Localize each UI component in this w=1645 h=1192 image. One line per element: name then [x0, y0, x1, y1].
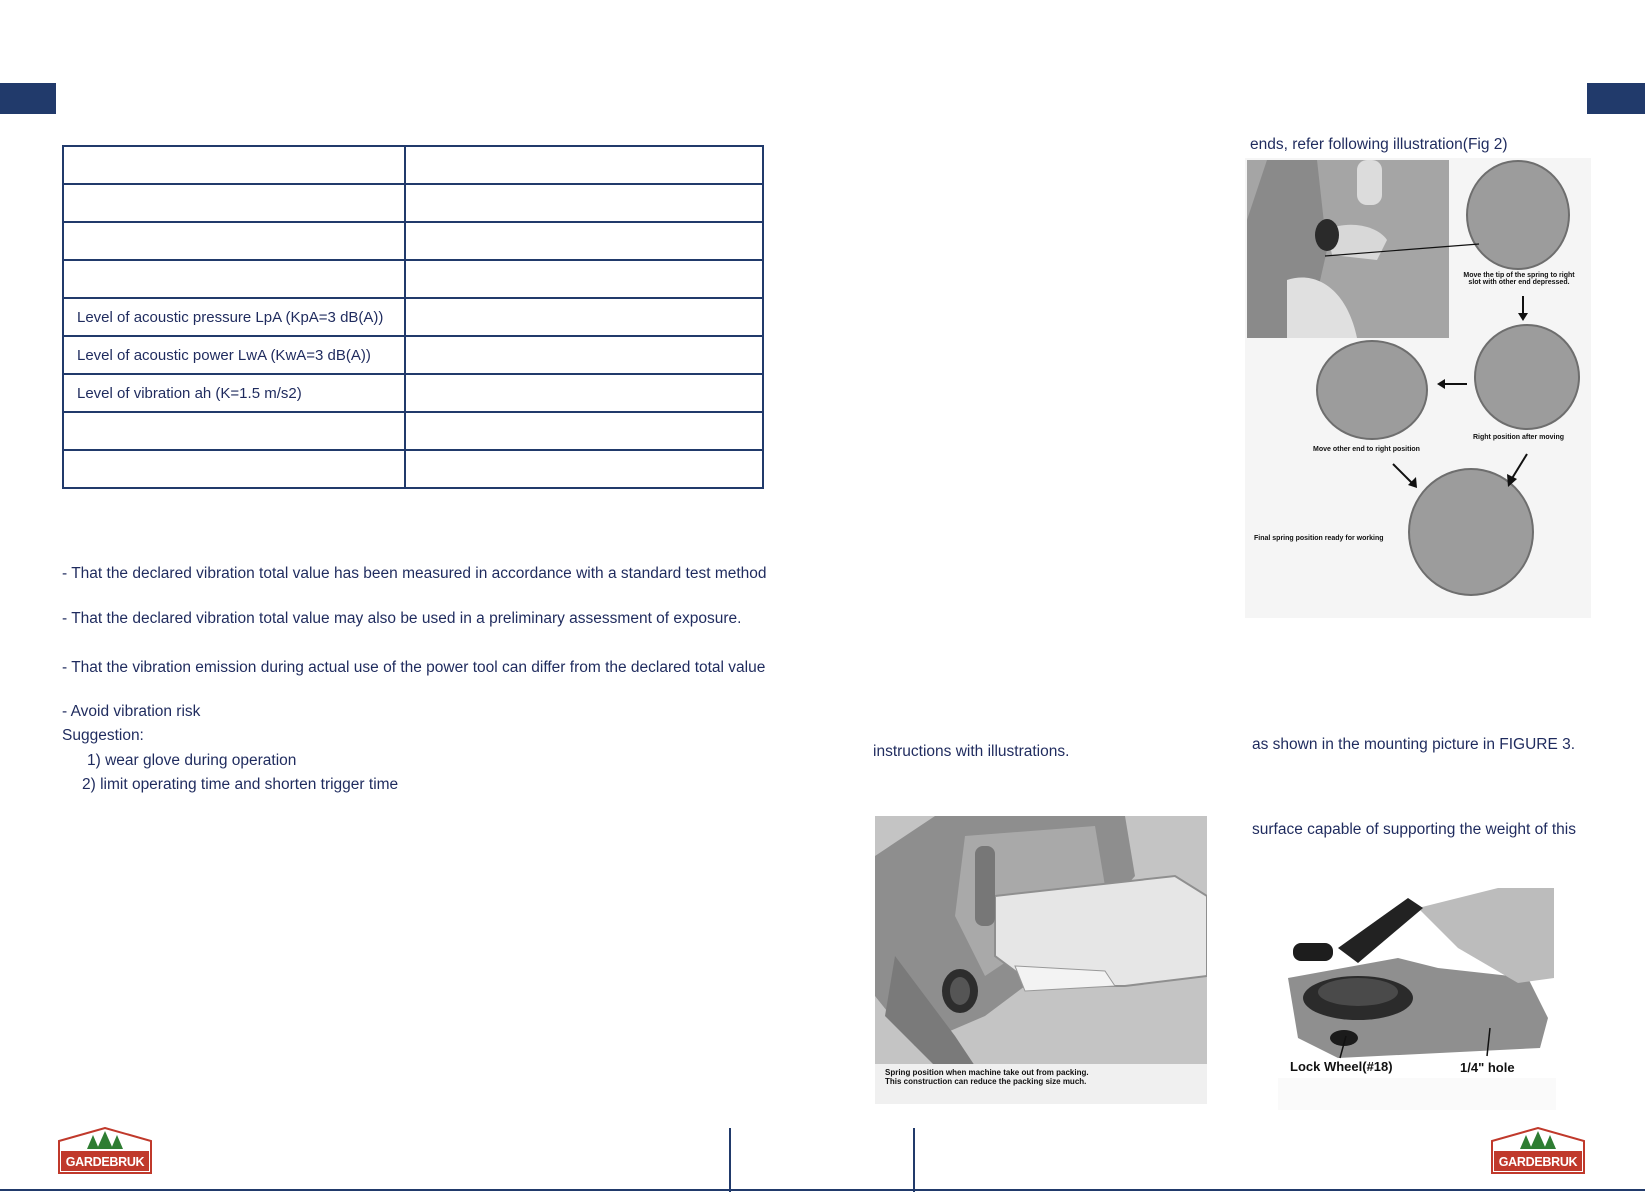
left-page-tab [0, 83, 56, 114]
fig3-mounting-drawing [1278, 888, 1556, 1110]
spec-value-cell [405, 222, 763, 260]
spec-label-cell [63, 146, 405, 184]
spec-table-row [63, 184, 763, 222]
vibration-note-3: - That the vibration emission during actual use of the power tool can differ from the declared total value [62, 659, 766, 676]
spec-table-row [63, 222, 763, 260]
right-page-tab [1587, 83, 1645, 114]
fig2-intro: ends, refer following illustration(Fig 2) [1250, 136, 1508, 153]
spec-value-cell [405, 260, 763, 298]
spec-table-row [63, 374, 763, 412]
spec-value-cell [405, 184, 763, 222]
fig2-arrows [1245, 158, 1591, 618]
spec-label-cell [63, 222, 405, 260]
spec-value-cell [405, 336, 763, 374]
spec-label-cell: Level of vibration ah (K=1.5 m/s2) [63, 374, 405, 412]
spec-value-cell [405, 450, 763, 488]
vibration-note-4: - Avoid vibration risk [62, 703, 201, 720]
fig2-illustration [1245, 158, 1591, 618]
fig2-label-2: Right position after moving [1473, 434, 1564, 441]
spec-value-cell [405, 146, 763, 184]
fig2-label-3: Move other end to right position [1313, 446, 1420, 453]
spec-table-row [63, 450, 763, 488]
spec-table-row [63, 260, 763, 298]
spring-packing-illustration [875, 816, 1207, 1104]
vibration-note-2: - That the declared vibration total value may also be used in a preliminary assessment of exposure. [62, 610, 742, 627]
spec-table-row [63, 336, 763, 374]
logo-text: GARDEBRUK [65, 1155, 145, 1169]
fig3-mounting-photo [1278, 888, 1556, 1110]
spec-label-cell [63, 184, 405, 222]
specification-table [62, 145, 764, 489]
fig2-label-4: Final spring position ready for working [1254, 535, 1384, 542]
spec-label-cell [63, 260, 405, 298]
spec-value-cell [405, 412, 763, 450]
gardebruk-logo-right [1490, 1127, 1586, 1177]
surface-text: surface capable of supporting the weight of this [1252, 821, 1576, 838]
spring-packing-photo [875, 816, 1207, 1104]
logo-text: GARDEBRUK [1498, 1155, 1578, 1169]
photo-caption-2: This construction can reduce the packing size much. [885, 1077, 1087, 1086]
footer-divider-left [729, 1128, 731, 1192]
logo-badge-icon [1490, 1127, 1586, 1177]
spec-label-cell [63, 412, 405, 450]
spec-table-row [63, 298, 763, 336]
suggestion-heading: Suggestion: [62, 727, 144, 744]
fig2-label-1: Move the tip of the spring to right slot with other end depressed. [1463, 272, 1575, 286]
suggestion-item-1: 1) wear glove during operation [87, 752, 297, 769]
spec-label-cell [63, 450, 405, 488]
mounting-text: as shown in the mounting picture in FIGURE 3. [1252, 736, 1576, 753]
suggestion-item-2: 2) limit operating time and shorten trigger time [82, 776, 399, 793]
instructions-text: instructions with illustrations. [873, 743, 1070, 760]
spec-label-cell: Level of acoustic power LwA (KwA=3 dB(A)) [63, 336, 405, 374]
lock-wheel-label: Lock Wheel(#18) [1290, 1059, 1393, 1074]
spec-table-row [63, 146, 763, 184]
spec-value-cell [405, 374, 763, 412]
photo-caption-1: Spring position when machine take out from packing. [885, 1068, 1089, 1077]
spec-value-cell [405, 298, 763, 336]
footer-divider-right [913, 1128, 915, 1192]
spec-label-cell: Level of acoustic pressure LpA (KpA=3 dB(A)) [63, 298, 405, 336]
footer-rule [0, 1189, 1645, 1191]
spec-table-row [63, 412, 763, 450]
logo-badge-icon [57, 1127, 153, 1177]
gardebruk-logo-left [57, 1127, 153, 1177]
vibration-note-1: - That the declared vibration total value has been measured in accordance with a standard test method [62, 565, 767, 582]
hole-label: 1/4" hole [1460, 1060, 1515, 1075]
